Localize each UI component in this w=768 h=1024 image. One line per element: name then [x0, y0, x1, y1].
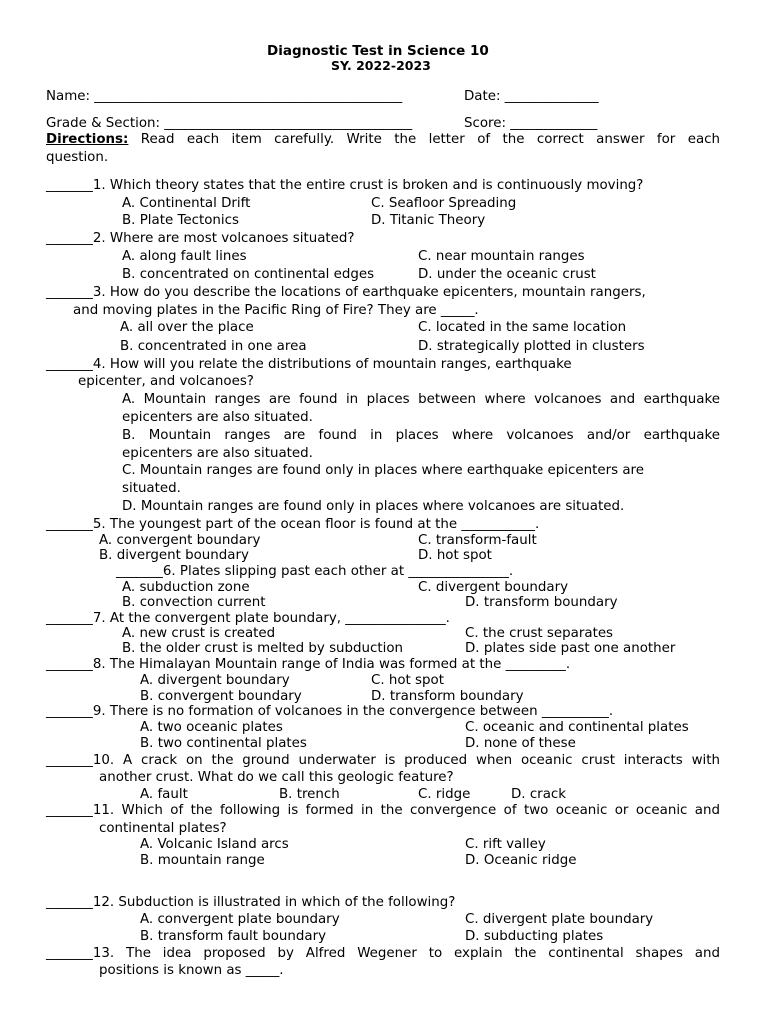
- school-year: SY. 2022-2023: [331, 58, 431, 73]
- q4-option-c-cont: situated.: [122, 481, 181, 496]
- q4-option-b: B. Mountain ranges are found in places where volcanoes and/or earthquake: [122, 428, 720, 443]
- q2-option-c: C. near mountain ranges: [418, 249, 585, 264]
- q6-option-d: D. transform boundary: [465, 595, 618, 610]
- q4-option-a-cont: epicenters are also situated.: [122, 410, 313, 425]
- q4-option-a: A. Mountain ranges are found in places between where volcanoes and earthquake: [122, 392, 720, 407]
- q1-option-d: D. Titanic Theory: [371, 213, 486, 228]
- q4-option-d: D. Mountain ranges are found only in places where volcanoes are situated.: [122, 499, 625, 514]
- q1-option-c: C. Seafloor Spreading: [371, 196, 517, 211]
- q6-option-a: A. subduction zone: [122, 580, 250, 595]
- q9-option-a: A. two oceanic plates: [140, 720, 283, 735]
- q8-option-a: A. divergent boundary: [140, 673, 290, 688]
- q5-option-c: C. transform-fault: [418, 533, 537, 548]
- question-2-stem: _______2. Where are most volcanoes situated?: [46, 231, 355, 246]
- question-5-stem: _______5. The youngest part of the ocean floor is found at the ___________.: [46, 517, 540, 532]
- question-8-stem: _______8. The Himalayan Mountain range of India was formed at the _________.: [46, 657, 571, 672]
- question-12-stem: _______12. Subduction is illustrated in which of the following?: [46, 895, 456, 910]
- question-3-stem-cont: and moving plates in the Pacific Ring of Fire? They are _____.: [73, 303, 479, 318]
- q12-option-a: A. convergent plate boundary: [140, 912, 340, 927]
- directions-line: [46, 132, 720, 148]
- question-13-stem: _______13. The idea proposed by Alfred Wegener to explain the continental shapes and: [46, 946, 720, 961]
- question-9-stem: _______9. There is no formation of volcanoes in the convergence between __________.: [46, 704, 614, 719]
- question-10-stem: _______10. A crack on the ground underwater is produced when oceanic crust interacts with: [46, 753, 720, 768]
- q5-option-d: D. hot spot: [418, 548, 492, 563]
- q3-option-c: C. located in the same location: [418, 320, 627, 335]
- q3-option-d: D. strategically plotted in clusters: [418, 339, 645, 354]
- directions-label: Directions:: [46, 132, 129, 147]
- q3-option-a: A. all over the place: [120, 320, 254, 335]
- q9-option-b: B. two continental plates: [140, 736, 307, 751]
- q2-option-b: B. concentrated on continental edges: [122, 267, 375, 282]
- q7-option-c: C. the crust separates: [465, 626, 614, 641]
- question-4-stem: _______4. How will you relate the distributions of mountain ranges, earthquake: [46, 357, 572, 372]
- score-field[interactable]: Score: _____________: [464, 116, 598, 131]
- q6-option-c: C. divergent boundary: [418, 580, 569, 595]
- question-1-stem: _______1. Which theory states that the entire crust is broken and is continuously moving?: [46, 178, 644, 193]
- q7-option-b: B. the older crust is melted by subduction: [122, 641, 404, 656]
- q10-option-b: B. trench: [279, 787, 340, 802]
- q10-option-a: A. fault: [140, 787, 188, 802]
- question-4-stem-cont: epicenter, and volcanoes?: [78, 374, 254, 389]
- question-13-stem-cont: positions is known as _____.: [99, 963, 284, 978]
- question-6-stem: _______6. Plates slipping past each other at _______________.: [116, 564, 514, 579]
- q8-option-b: B. convergent boundary: [140, 689, 302, 704]
- grade-section-field[interactable]: Grade & Section: _____________________________________: [46, 116, 413, 131]
- q1-option-b: B. Plate Tectonics: [122, 213, 239, 228]
- question-11-stem-cont: continental plates?: [99, 821, 227, 836]
- question-3-stem: _______3. How do you describe the locations of earthquake epicenters, mountain rangers,: [46, 285, 646, 300]
- q9-option-d: D. none of these: [465, 736, 576, 751]
- q11-option-b: B. mountain range: [140, 853, 265, 868]
- q8-option-c: C. hot spot: [371, 673, 444, 688]
- question-7-stem: _______7. At the convergent plate boundary, _______________.: [46, 611, 450, 626]
- q9-option-c: C. oceanic and continental plates: [465, 720, 689, 735]
- q4-option-b-cont: epicenters are also situated.: [122, 446, 313, 461]
- q7-option-a: A. new crust is created: [122, 626, 276, 641]
- q10-option-c: C. ridge: [418, 787, 471, 802]
- q10-option-d: D. crack: [511, 787, 567, 802]
- q11-option-d: D. Oceanic ridge: [465, 853, 577, 868]
- q5-option-a: A. convergent boundary: [99, 533, 261, 548]
- q12-option-c: C. divergent plate boundary: [465, 912, 654, 927]
- name-field[interactable]: Name: ______________________________________________: [46, 89, 403, 104]
- date-field[interactable]: Date: ______________: [464, 89, 599, 104]
- question-11-stem: _______11. Which of the following is formed in the convergence of two oceanic or oceanic and: [46, 803, 720, 818]
- q12-option-b: B. transform fault boundary: [140, 929, 327, 944]
- q12-option-d: D. subducting plates: [465, 929, 604, 944]
- q11-option-a: A. Volcanic Island arcs: [140, 837, 289, 852]
- q7-option-d: D. plates side past one another: [465, 641, 676, 656]
- directions-text: Read each item carefully. Write the letter of the correct answer for each: [140, 132, 720, 147]
- q2-option-a: A. along fault lines: [122, 249, 247, 264]
- q1-option-a: A. Continental Drift: [122, 196, 251, 211]
- page-title: Diagnostic Test in Science 10: [267, 43, 489, 59]
- q11-option-c: C. rift valley: [465, 837, 546, 852]
- question-10-stem-cont: another crust. What do we call this geologic feature?: [99, 770, 454, 785]
- directions-text-cont: question.: [46, 150, 109, 165]
- q8-option-d: D. transform boundary: [371, 689, 524, 704]
- q6-option-b: B. convection current: [122, 595, 266, 610]
- q5-option-b: B. divergent boundary: [99, 548, 249, 563]
- q3-option-b: B. concentrated in one area: [120, 339, 307, 354]
- q4-option-c: C. Mountain ranges are found only in places where earthquake epicenters are: [122, 463, 644, 478]
- q2-option-d: D. under the oceanic crust: [418, 267, 596, 282]
